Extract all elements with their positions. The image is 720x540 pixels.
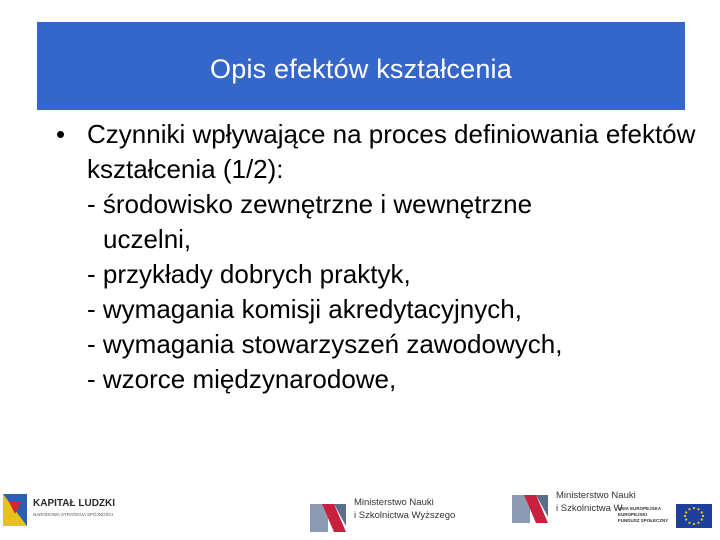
kapital-ludzki-subtitle: NARODOWA STRATEGIA SPÓJNOŚCI	[33, 512, 114, 517]
bullet-item	[56, 117, 696, 187]
sub-item-accreditation: - wymagania komisji akredytacyjnych,	[87, 294, 522, 324]
ministerstwo-line-1: Ministerstwo Nauki	[354, 497, 434, 508]
eu-flag-icon	[676, 504, 712, 528]
sub-item-environment: - środowisko zewnętrzne i wewnętrzne	[87, 189, 533, 219]
ministerstwo-emblem-icon	[308, 496, 348, 536]
eu-logo	[618, 504, 718, 534]
slide-content	[56, 117, 696, 397]
ministerstwo-secondary-line-1: Ministerstwo Nauki	[556, 490, 636, 501]
ministerstwo-text	[354, 496, 455, 522]
kapital-ludzki-title: KAPITAŁ LUDZKI	[33, 498, 116, 509]
eu-line-2: EUROPEJSKI	[618, 512, 648, 517]
eu-line-1: UNIA EUROPEJSKA	[618, 506, 662, 511]
kapital-ludzki-logo	[3, 490, 133, 530]
sub-item-international: - wzorce międzynarodowe,	[87, 364, 397, 394]
bullet-icon: •	[56, 119, 66, 149]
slide-title: Opis efektów kształcenia	[210, 53, 512, 84]
ministerstwo-logo	[308, 492, 458, 536]
eu-line-3: FUNDUSZ SPOŁECZNY	[618, 518, 669, 523]
bullet-text: Czynniki wpływające na proces definiowania efektów kształcenia (1/2):	[87, 119, 696, 184]
kapital-ludzki-emblem-icon	[3, 490, 31, 530]
sub-item-good-practices: - przykłady dobrych praktyk,	[87, 259, 411, 289]
slide-title-bar	[37, 22, 685, 110]
ministerstwo-text-secondary	[556, 489, 636, 515]
sub-item-associations: - wymagania stowarzyszeń zawodowych,	[87, 329, 563, 359]
ministerstwo-line-2: i Szkolnictwa Wyższego	[354, 510, 456, 521]
eu-text	[618, 506, 674, 524]
sub-item-environment-continued: uczelni,	[103, 224, 192, 254]
ministerstwo-secondary-line-2: i Szkolnictwa W	[556, 503, 623, 514]
ministerstwo-emblem-icon	[510, 487, 550, 527]
